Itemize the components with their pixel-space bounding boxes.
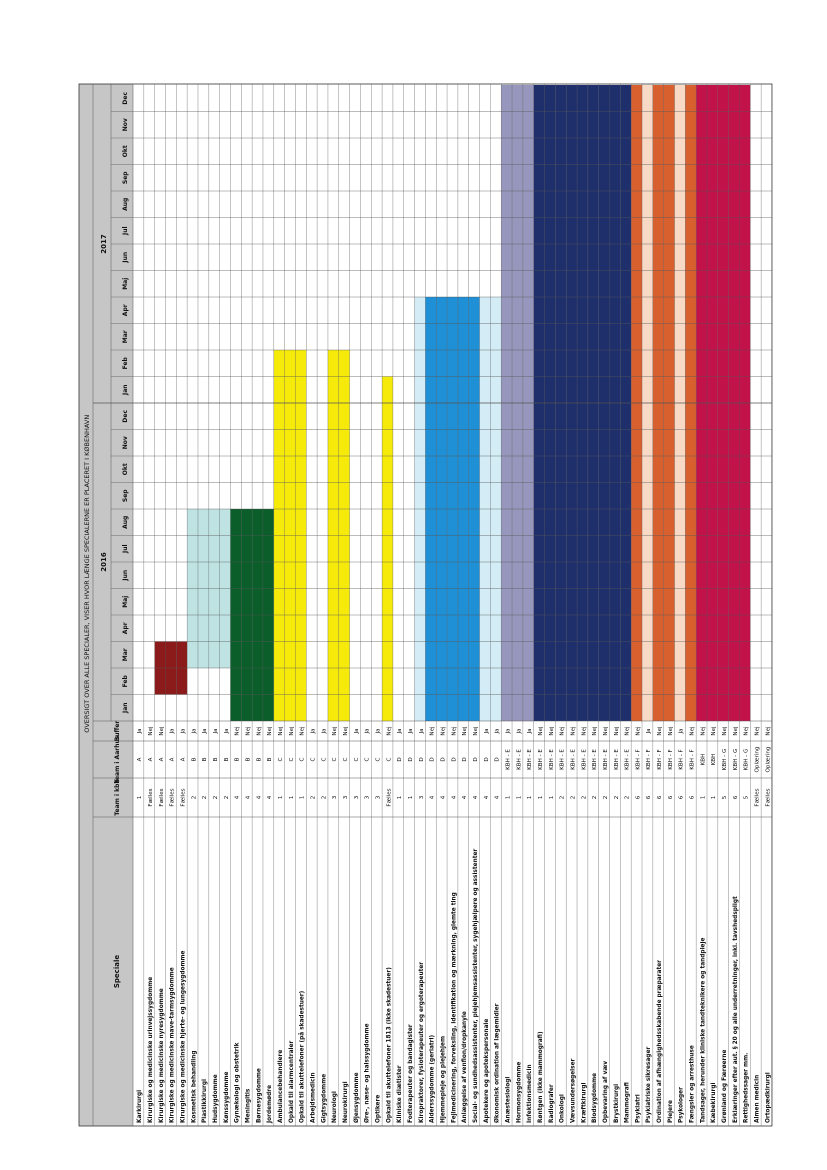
team-kbh-value: 2 — [202, 795, 209, 800]
team-aarhus-value: C — [386, 757, 393, 762]
team-aarhus-value: KBH - F — [635, 749, 642, 770]
buffer-value: Nej — [765, 726, 772, 736]
header-team-aarhus: Team i Aarhus — [114, 735, 121, 784]
specialty-name: Økonomisk ordination af lægemidler — [494, 1003, 501, 1123]
specialty-name: Onkologi — [559, 1094, 566, 1123]
specialty-name: Karkirurgi — [137, 1089, 144, 1123]
month-label: Aug — [122, 515, 129, 529]
specialty-name: Kosmetisk behandling — [191, 1050, 198, 1123]
month-label: Feb — [122, 357, 129, 370]
specialty-name: Opkald til akuttelefoner 1813 (ikke skadestuer) — [386, 967, 393, 1123]
team-kbh-value: 1 — [407, 795, 414, 800]
buffer-value: Nej — [343, 726, 349, 736]
month-label: Jan — [122, 702, 129, 714]
team-aarhus-value: C — [375, 757, 382, 762]
team-aarhus-value: D — [483, 757, 490, 762]
specialty-name: Kæbekirurgi — [711, 1082, 718, 1123]
specialty-name: Tandsager, herunder kliniske tandteknikere og tandpleje — [700, 937, 707, 1123]
specialty-name: Fodterapeuter og bandagister — [407, 1024, 414, 1123]
year-label-2017: 2017 — [100, 234, 108, 254]
buffer-value: Nej — [472, 726, 479, 736]
team-aarhus-value: KBH - E — [516, 749, 523, 770]
specialty-name: Gigtsygdomme — [321, 1073, 328, 1123]
team-kbh-value: 2 — [592, 795, 599, 800]
team-aarhus-value: C — [364, 757, 371, 762]
team-aarhus-value: KBH - E — [602, 749, 609, 770]
team-kbh-value: 2 — [213, 795, 220, 800]
specialty-name: Blodsygdomme — [592, 1072, 599, 1123]
buffer-value: Nej — [722, 726, 729, 736]
buffer-value: Nej — [635, 726, 642, 736]
buffer-value: Ja — [364, 728, 371, 734]
specialty-name: Ambulancebehandlere — [278, 1049, 285, 1123]
specialty-name: Kønssygdomme — [223, 1071, 230, 1123]
team-kbh-value: 2 — [613, 795, 620, 800]
team-aarhus-value: A — [137, 757, 144, 762]
specialty-name: Kirurgiske og medicinske mave-tarmsygdomme — [169, 967, 176, 1123]
buffer-value: Ja — [494, 728, 501, 734]
team-aarhus-value: KBH - E — [570, 749, 577, 770]
team-aarhus-value: KBH - E — [527, 749, 534, 770]
team-aarhus-value: A — [169, 757, 176, 762]
buffer-value: Nej — [624, 726, 631, 736]
buffer-value: Ja — [505, 728, 512, 734]
team-kbh-value: Fælles — [158, 788, 165, 807]
buffer-value: Nej — [657, 726, 664, 736]
team-kbh-value: 3 — [343, 795, 349, 800]
team-aarhus-value: B — [213, 757, 220, 762]
buffer-value: Nej — [581, 726, 588, 736]
team-kbh-value: 4 — [483, 795, 490, 800]
specialty-name: Anlæggelse af venflon/dropkanyle — [462, 1011, 469, 1123]
specialty-name: Meningitis — [245, 1088, 252, 1123]
month-label: Aug — [122, 197, 129, 211]
month-label: Jul — [122, 226, 129, 236]
team-aarhus-value: D — [429, 757, 436, 762]
specialty-name: Hjemmepleje og plejehjem — [440, 1035, 447, 1123]
team-kbh-value: 3 — [375, 795, 382, 800]
team-aarhus-value: B — [223, 757, 230, 762]
team-aarhus-value: D — [407, 757, 414, 762]
buffer-value: Nej — [158, 726, 165, 736]
specialty-name: Øjensygdomme — [353, 1072, 360, 1123]
specialty-name: Neurologi — [332, 1091, 339, 1123]
buffer-value: Nej — [299, 726, 306, 736]
team-aarhus-value: Oplæring — [765, 746, 772, 773]
specialty-name: Apotekere og apotekspersonale — [483, 1018, 490, 1123]
specialty-name: Psykiatriske sikresager — [646, 1046, 653, 1123]
team-aarhus-value: KBH - F — [689, 749, 696, 770]
specialty-name: Røntgen (ikke mammografi) — [537, 1031, 544, 1123]
buffer-value: Ja — [191, 728, 198, 734]
month-label: Jan — [122, 384, 129, 396]
team-kbh-value: 4 — [472, 795, 479, 800]
month-label: Sep — [122, 171, 129, 185]
buffer-value: Nej — [234, 726, 241, 736]
team-kbh-value: Fælles — [765, 788, 772, 807]
month-label: Jul — [122, 544, 129, 554]
buffer-value: Ja — [310, 728, 317, 734]
buffer-value: Nej — [754, 726, 761, 736]
team-aarhus-value: D — [451, 757, 458, 762]
buffer-value: Nej — [440, 726, 447, 736]
team-aarhus-value: D — [397, 757, 404, 762]
team-kbh-value: 2 — [191, 795, 198, 800]
team-kbh-value: 4 — [429, 795, 436, 800]
buffer-value: Ja — [375, 728, 382, 734]
team-aarhus-value: KBH - E — [592, 749, 599, 770]
year-label-2016: 2016 — [100, 552, 108, 572]
team-kbh-value: 3 — [364, 795, 371, 800]
buffer-value: Nej — [288, 726, 295, 736]
month-label: Feb — [122, 675, 129, 688]
buffer-value: Nej — [667, 726, 674, 736]
team-kbh-value: 4 — [256, 795, 263, 800]
specialty-name: Ortopædkirurgi — [765, 1072, 772, 1123]
specialty-name: Kirurgiske og medicinske urinvejssygdomme — [148, 976, 155, 1123]
specialty-name: Infektionsmedicin — [527, 1064, 534, 1123]
team-aarhus-value: KBH - G — [743, 748, 750, 771]
specialty-name: Fængsler og arresthuse — [689, 1045, 696, 1123]
specialty-name: Ordination af afhængighedsskabende præparater — [657, 959, 664, 1123]
team-aarhus-value: KBH - F — [667, 749, 674, 770]
buffer-value: Nej — [613, 726, 620, 736]
team-aarhus-value: D — [494, 757, 501, 762]
team-kbh-value: 2 — [310, 795, 317, 800]
specialty-name: Plejere — [667, 1100, 674, 1123]
team-aarhus-value: D — [462, 757, 469, 762]
team-aarhus-value: KBH - E — [537, 749, 544, 770]
specialty-name: Optikere — [375, 1094, 382, 1123]
buffer-value: Ja — [202, 728, 209, 734]
team-kbh-value: 4 — [462, 795, 469, 800]
specialty-name: Brystkirurgi — [613, 1083, 620, 1123]
month-label: Sep — [122, 489, 129, 503]
team-aarhus-value: KBH - F — [646, 749, 653, 770]
buffer-value: Nej — [732, 726, 739, 736]
team-aarhus-value: C — [343, 757, 349, 762]
month-label: Okt — [122, 145, 129, 158]
team-aarhus-value: C — [321, 757, 328, 762]
team-kbh-value: 4 — [451, 795, 458, 800]
specialty-name: Kiropraktorer, fysioterapeuter og ergoterapeuter — [418, 961, 425, 1123]
team-aarhus-value: C — [278, 757, 285, 762]
specialty-name: Opkald til alarmcentraler — [288, 1040, 295, 1123]
team-kbh-value: 1 — [288, 795, 295, 800]
team-kbh-value: 2 — [581, 795, 588, 800]
team-kbh-value: Fælles — [148, 788, 155, 807]
month-label: Dec — [122, 409, 129, 423]
team-kbh-value: 1 — [299, 795, 306, 800]
team-aarhus-value: D — [472, 757, 479, 762]
team-kbh-value: 4 — [440, 795, 447, 800]
team-kbh-value: 6 — [689, 795, 696, 800]
specialty-name: Hormonsygdomme — [516, 1061, 523, 1123]
team-aarhus-value: Oplæring — [754, 746, 761, 773]
team-kbh-value: 2 — [559, 795, 566, 800]
specialty-name: Alderssygdomme (geriatri) — [429, 1034, 436, 1123]
team-aarhus-value: C — [299, 757, 306, 762]
buffer-value: Ja — [407, 728, 414, 734]
team-aarhus-value: D — [418, 757, 425, 762]
specialty-name: Gynækologi og obstetrik — [234, 1042, 241, 1123]
team-aarhus-value: B — [245, 757, 252, 762]
team-aarhus-value: KBH - E — [559, 749, 566, 770]
team-kbh-value: 4 — [267, 795, 274, 800]
team-kbh-value: 1 — [278, 795, 285, 800]
month-label: Nov — [122, 436, 129, 450]
month-label: Mar — [122, 330, 129, 344]
specialty-name: Radiografer — [548, 1084, 555, 1123]
buffer-value: Ja — [646, 728, 653, 734]
team-aarhus-value: A — [148, 757, 155, 762]
buffer-value: Nej — [386, 726, 393, 736]
team-kbh-value: 6 — [657, 795, 664, 800]
team-kbh-value: 2 — [223, 795, 230, 800]
team-kbh-value: 1 — [527, 795, 534, 800]
team-aarhus-value: C — [288, 757, 295, 762]
month-label: Dec — [122, 91, 129, 105]
specialty-name: Kirurgiske og medicinske hjerte- og lungesygdomme — [180, 950, 187, 1123]
buffer-value: Nej — [429, 726, 436, 736]
specialty-name: Psykiatri — [635, 1094, 642, 1123]
month-label: Apr — [122, 304, 129, 317]
month-label: Jun — [122, 569, 129, 581]
buffer-value: Ja — [213, 728, 220, 734]
specialty-name: Øre-, næse- og halssygdomme — [364, 1023, 371, 1123]
buffer-value: Nej — [462, 726, 469, 736]
team-kbh-value: 3 — [332, 795, 339, 800]
month-label: Mar — [122, 648, 129, 662]
team-kbh-value: Fælles — [754, 788, 761, 807]
specialty-name: Mammografi — [624, 1082, 631, 1123]
specialty-name: Kirurgiske og medicinske nyresygdomme — [158, 988, 165, 1123]
team-kbh-value: 1 — [397, 795, 404, 800]
specialty-name: Rettighedssager mm. — [743, 1052, 750, 1123]
specialty-name: Plastikkirurgi — [202, 1078, 209, 1123]
team-kbh-value: 2 — [624, 795, 631, 800]
buffer-value: Nej — [711, 726, 718, 736]
buffer-value: Ja — [678, 728, 685, 734]
team-aarhus-value: KBH - G — [732, 748, 739, 771]
buffer-value: Ja — [223, 728, 230, 734]
table-title: OVERSIGT OVER ALLE SPECIALER, VISER HVOR LÆNGE SPECIALERNE ER PLACERET I KØBENHAVN — [83, 414, 91, 733]
team-kbh-value: 5 — [743, 795, 750, 800]
specialty-name: Social- og sundhedsassistenter, plejehjemsassistenter, sygehjælpere og assistenter — [472, 848, 479, 1123]
team-kbh-value: 5 — [722, 795, 729, 800]
team-kbh-value: 6 — [667, 795, 674, 800]
team-aarhus-value: B — [234, 757, 241, 762]
buffer-value: Nej — [537, 726, 544, 736]
team-kbh-value: Fælles — [169, 788, 176, 807]
team-kbh-value: 1 — [700, 795, 707, 800]
buffer-value: Ja — [516, 728, 523, 734]
team-kbh-value: 3 — [418, 795, 425, 800]
team-aarhus-value: D — [440, 757, 447, 762]
specialty-name: Almen medicin — [754, 1074, 761, 1123]
month-label: Apr — [122, 622, 129, 635]
month-label: Maj — [122, 595, 129, 608]
team-kbh-value: 1 — [548, 795, 555, 800]
specialty-name: Anæstesiologi — [505, 1076, 512, 1123]
team-kbh-value: 1 — [537, 795, 544, 800]
buffer-value: Nej — [332, 726, 339, 736]
buffer-value: Nej — [592, 726, 599, 736]
buffer-value: Nej — [700, 726, 707, 736]
team-kbh-value: Fælles — [386, 788, 393, 807]
buffer-value: Ja — [397, 728, 404, 734]
team-kbh-value: 6 — [646, 795, 653, 800]
buffer-value: Nej — [451, 726, 458, 736]
team-kbh-value: Fælles — [180, 788, 187, 807]
team-kbh-value: 2 — [321, 795, 328, 800]
team-aarhus-value: KBH - E — [613, 749, 620, 770]
team-kbh-value: 6 — [732, 795, 739, 800]
buffer-value: Nej — [570, 726, 577, 736]
buffer-value: Nej — [548, 726, 555, 736]
header-team-kbh: Team i kbh — [114, 779, 121, 816]
team-aarhus-value: C — [353, 757, 360, 762]
buffer-value: Nej — [602, 726, 609, 736]
specialty-name: Opbevaring af væv — [602, 1060, 609, 1123]
month-label: Maj — [122, 277, 129, 290]
specialty-name: Psykologer — [678, 1087, 685, 1123]
specialty-name: Arbejdsmedicin — [310, 1072, 317, 1123]
team-aarhus-value: KBH - F — [657, 749, 664, 770]
specialty-name: Opkald til akuttelefoner (på skadestuer) — [299, 990, 306, 1123]
header-buffer: Buffer — [114, 720, 121, 742]
team-aarhus-value: B — [256, 757, 263, 762]
team-kbh-value: 1 — [137, 795, 144, 800]
team-kbh-value: 6 — [635, 795, 642, 800]
team-kbh-value: 2 — [570, 795, 577, 800]
buffer-value: Nej — [278, 726, 285, 736]
team-kbh-value: 2 — [602, 795, 609, 800]
buffer-value: Nej — [148, 726, 155, 736]
team-aarhus-value: KBH - E — [624, 749, 631, 770]
team-aarhus-value: KBH - F — [678, 749, 685, 770]
month-label: Okt — [122, 463, 129, 476]
buffer-value: Ja — [483, 728, 490, 734]
team-kbh-value: 1 — [516, 795, 523, 800]
buffer-value: Ja — [418, 728, 425, 734]
team-kbh-value: 3 — [353, 795, 360, 800]
team-kbh-value: 4 — [234, 795, 241, 800]
specialty-name: Kliniske diætister — [397, 1065, 404, 1123]
team-aarhus-value: KBH - E — [548, 749, 555, 770]
buffer-value: Ja — [527, 728, 534, 734]
specialty-name: Kræftkirurgi — [581, 1082, 588, 1123]
team-kbh-value: 4 — [494, 795, 501, 800]
team-aarhus-value: B — [191, 757, 198, 762]
specialty-name: Neurokirurgi — [343, 1081, 349, 1123]
team-aarhus-value: KBH — [711, 753, 718, 766]
header-speciale: Speciale — [113, 954, 121, 989]
buffer-value: Nej — [743, 726, 750, 736]
team-aarhus-value: C — [332, 757, 339, 762]
specialty-name: Børnesygdomme — [256, 1068, 263, 1123]
specialty-name: Grønland og Færøerne — [722, 1049, 729, 1123]
specialty-name: Vævsundersøgelser — [570, 1058, 577, 1123]
buffer-value: Ja — [321, 728, 328, 734]
buffer-value: Nej — [267, 726, 274, 736]
buffer-value: Ja — [180, 728, 187, 734]
buffer-value: Nej — [256, 726, 263, 736]
team-aarhus-value: KBH — [700, 753, 707, 766]
buffer-value: Ja — [353, 728, 360, 734]
team-kbh-value: 6 — [678, 795, 685, 800]
buffer-value: Nej — [689, 726, 696, 736]
specialty-name: Fejlmedicinering, forveksling, identifikation og mærkning, glemte ting — [451, 892, 458, 1123]
team-kbh-value: 4 — [245, 795, 252, 800]
month-label: Nov — [122, 118, 129, 132]
team-kbh-value: 1 — [711, 795, 718, 800]
buffer-value: Ja — [169, 728, 176, 734]
buffer-value: Nej — [245, 726, 252, 736]
team-aarhus-value: KBH - G — [722, 748, 729, 771]
specialty-name: Hudsygdomme — [213, 1074, 220, 1123]
month-label: Jun — [122, 251, 129, 263]
team-aarhus-value: KBH - E — [505, 749, 512, 770]
team-aarhus-value: A — [158, 757, 165, 762]
team-aarhus-value: B — [267, 757, 274, 762]
buffer-value: Ja — [137, 728, 144, 734]
team-aarhus-value: KBH - E — [581, 749, 588, 770]
buffer-value: Nej — [559, 726, 566, 736]
specialty-name: Jordemødre — [267, 1084, 274, 1123]
schedule-bar — [382, 377, 393, 722]
team-aarhus-value: C — [310, 757, 317, 762]
team-aarhus-value: B — [202, 757, 209, 762]
team-kbh-value: 1 — [505, 795, 512, 800]
specialty-name: Erklæringer efter aut. § 20 og alle underretninger, inkl. tavshedspligt — [732, 896, 739, 1123]
team-aarhus-value: A — [180, 757, 187, 762]
